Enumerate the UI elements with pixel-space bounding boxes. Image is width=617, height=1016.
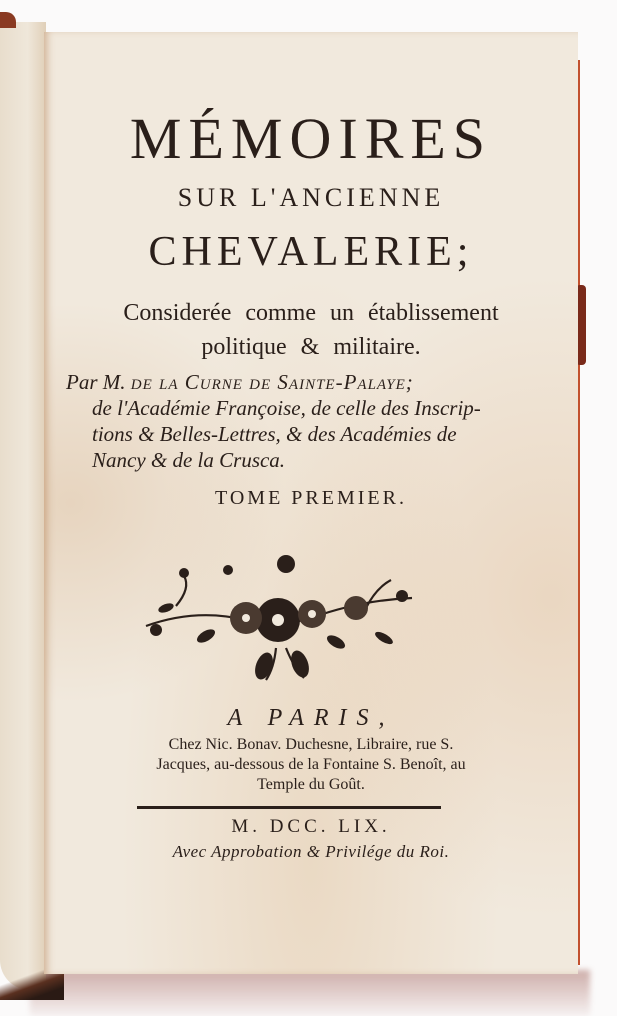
- royal-privilege: Avec Approbation & Privilége du Roi.: [172, 842, 450, 861]
- description: [44, 296, 578, 364]
- left-page-edge: [0, 22, 46, 990]
- book-subtitle: SUR L'ANCIENNE: [177, 183, 445, 212]
- author-line: [66, 369, 516, 395]
- imprint-city: A PARIS,: [227, 705, 395, 731]
- book-subject: CHEVALERIE;: [148, 229, 474, 275]
- publisher-line: Temple du Goût.: [257, 776, 365, 793]
- author-name: de la Curne de Sainte-Palaye;: [130, 370, 414, 394]
- floral-ornament-icon: [136, 548, 420, 686]
- affiliation-line: de l'Académie Françoise, de celle des Inscrip-: [92, 396, 481, 420]
- author-prefix: Par M.: [66, 370, 126, 394]
- binding-corner: [0, 12, 16, 28]
- affiliation-line: Nancy & de la Crusca.: [92, 448, 286, 472]
- description-line: Considerée comme un établissement: [123, 300, 499, 326]
- publisher-line: Chez Nic. Bonav. Duchesne, Libraire, rue S.: [168, 736, 454, 753]
- publication-year: M. DCC. LIX.: [231, 816, 391, 837]
- publisher-block: [44, 735, 578, 795]
- volume-label: TOME PREMIER.: [215, 487, 407, 509]
- book-shadow: [30, 970, 590, 1016]
- affiliation-line: tions & Belles-Lettres, & des Académies de: [92, 422, 457, 446]
- publisher-line: Jacques, au-dessous de la Fontaine S. Benoît, au: [156, 756, 466, 773]
- description-line: politique & militaire.: [201, 334, 421, 360]
- author-block: [66, 369, 516, 473]
- book-title: MÉMOIRES: [129, 106, 493, 171]
- horizontal-rule: [137, 806, 441, 809]
